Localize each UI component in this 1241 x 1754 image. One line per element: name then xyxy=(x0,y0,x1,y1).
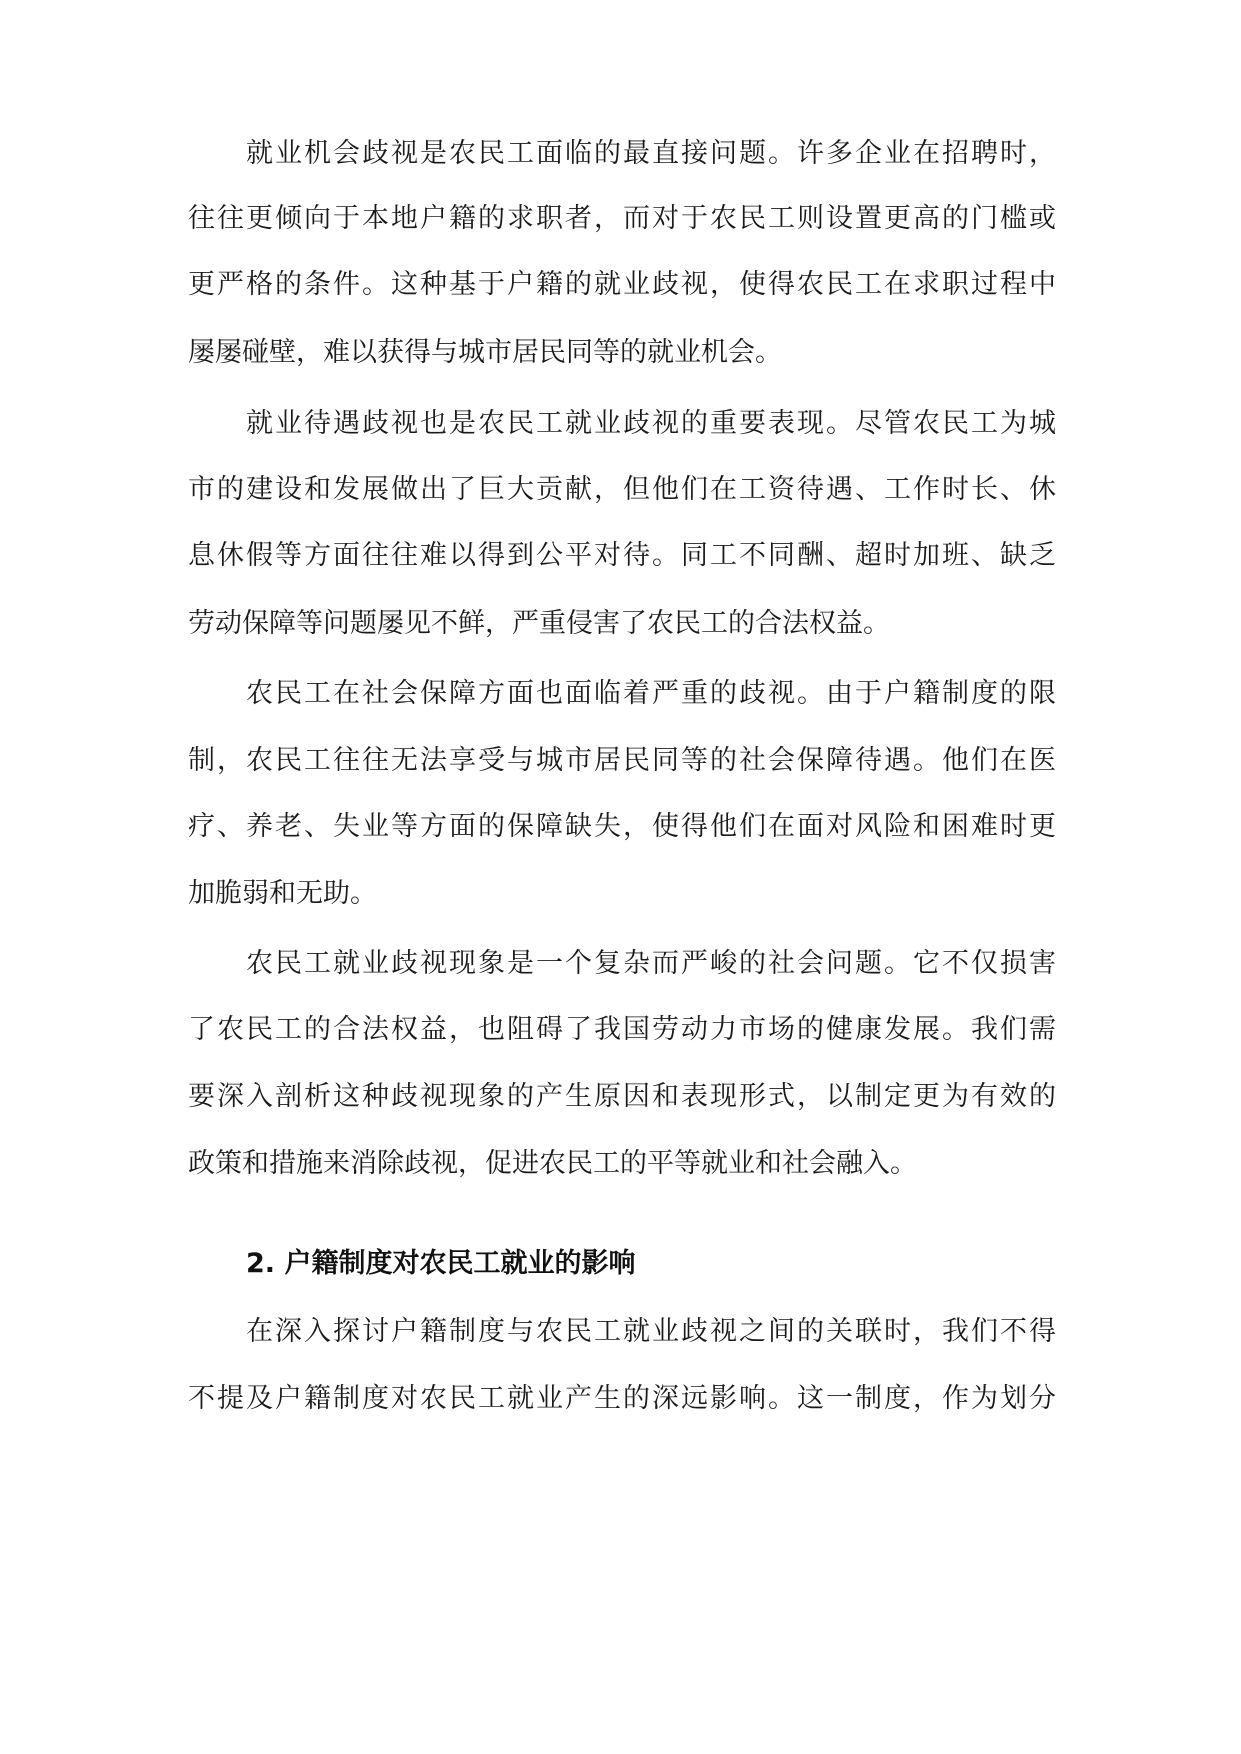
paragraph-3-line-4: 加脆弱和无助。 xyxy=(188,878,377,909)
paragraph-5-line-2: 不提及户籍制度对农民工就业产生的深远影响。这一制度，作为划分 xyxy=(188,1383,1056,1414)
paragraph-1-line-1: 就业机会歧视是农民工面临的最直接问题。许多企业在招聘时， xyxy=(246,138,1056,169)
paragraph-4-line-3: 要深入剖析这种歧视现象的产生原因和表现形式，以制定更为有效的 xyxy=(188,1081,1056,1112)
section-heading: 2. 户籍制度对农民工就业的影响 xyxy=(246,1248,636,1279)
paragraph-3-line-1: 农民工在社会保障方面也面临着严重的歧视。由于户籍制度的限 xyxy=(246,678,1056,709)
paragraph-4-line-2: 了农民工的合法权益，也阻碍了我国劳动力市场的健康发展。我们需 xyxy=(188,1014,1056,1045)
paragraph-1-line-4: 屡屡碰壁，难以获得与城市居民同等的就业机会。 xyxy=(188,337,782,368)
paragraph-2-line-4: 劳动保障等问题屡见不鲜，严重侵害了农民工的合法权益。 xyxy=(188,608,890,639)
paragraph-2-line-3: 息休假等方面往往难以得到公平对待。同工不同酬、超时加班、缺乏 xyxy=(188,540,1056,571)
paragraph-2-line-2: 市的建设和发展做出了巨大贡献，但他们在工资待遇、工作时长、休 xyxy=(188,474,1056,505)
paragraph-1-line-2: 往往更倾向于本地户籍的求职者，而对于农民工则设置更高的门槛或 xyxy=(188,203,1056,234)
paragraph-4-line-4: 政策和措施来消除歧视，促进农民工的平等就业和社会融入。 xyxy=(188,1148,917,1179)
paragraph-2-line-1: 就业待遇歧视也是农民工就业歧视的重要表现。尽管农民工为城 xyxy=(246,408,1056,439)
paragraph-1-line-3: 更严格的条件。这种基于户籍的就业歧视，使得农民工在求职过程中 xyxy=(188,269,1056,300)
paragraph-3-line-3: 疗、养老、失业等方面的保障缺失，使得他们在面对风险和困难时更 xyxy=(188,811,1056,842)
paragraph-4-line-1: 农民工就业歧视现象是一个复杂而严峻的社会问题。它不仅损害 xyxy=(246,948,1056,979)
paragraph-3-line-2: 制，农民工往往无法享受与城市居民同等的社会保障待遇。他们在医 xyxy=(188,745,1056,776)
paragraph-5-line-1: 在深入探讨户籍制度与农民工就业歧视之间的关联时，我们不得 xyxy=(246,1316,1056,1347)
